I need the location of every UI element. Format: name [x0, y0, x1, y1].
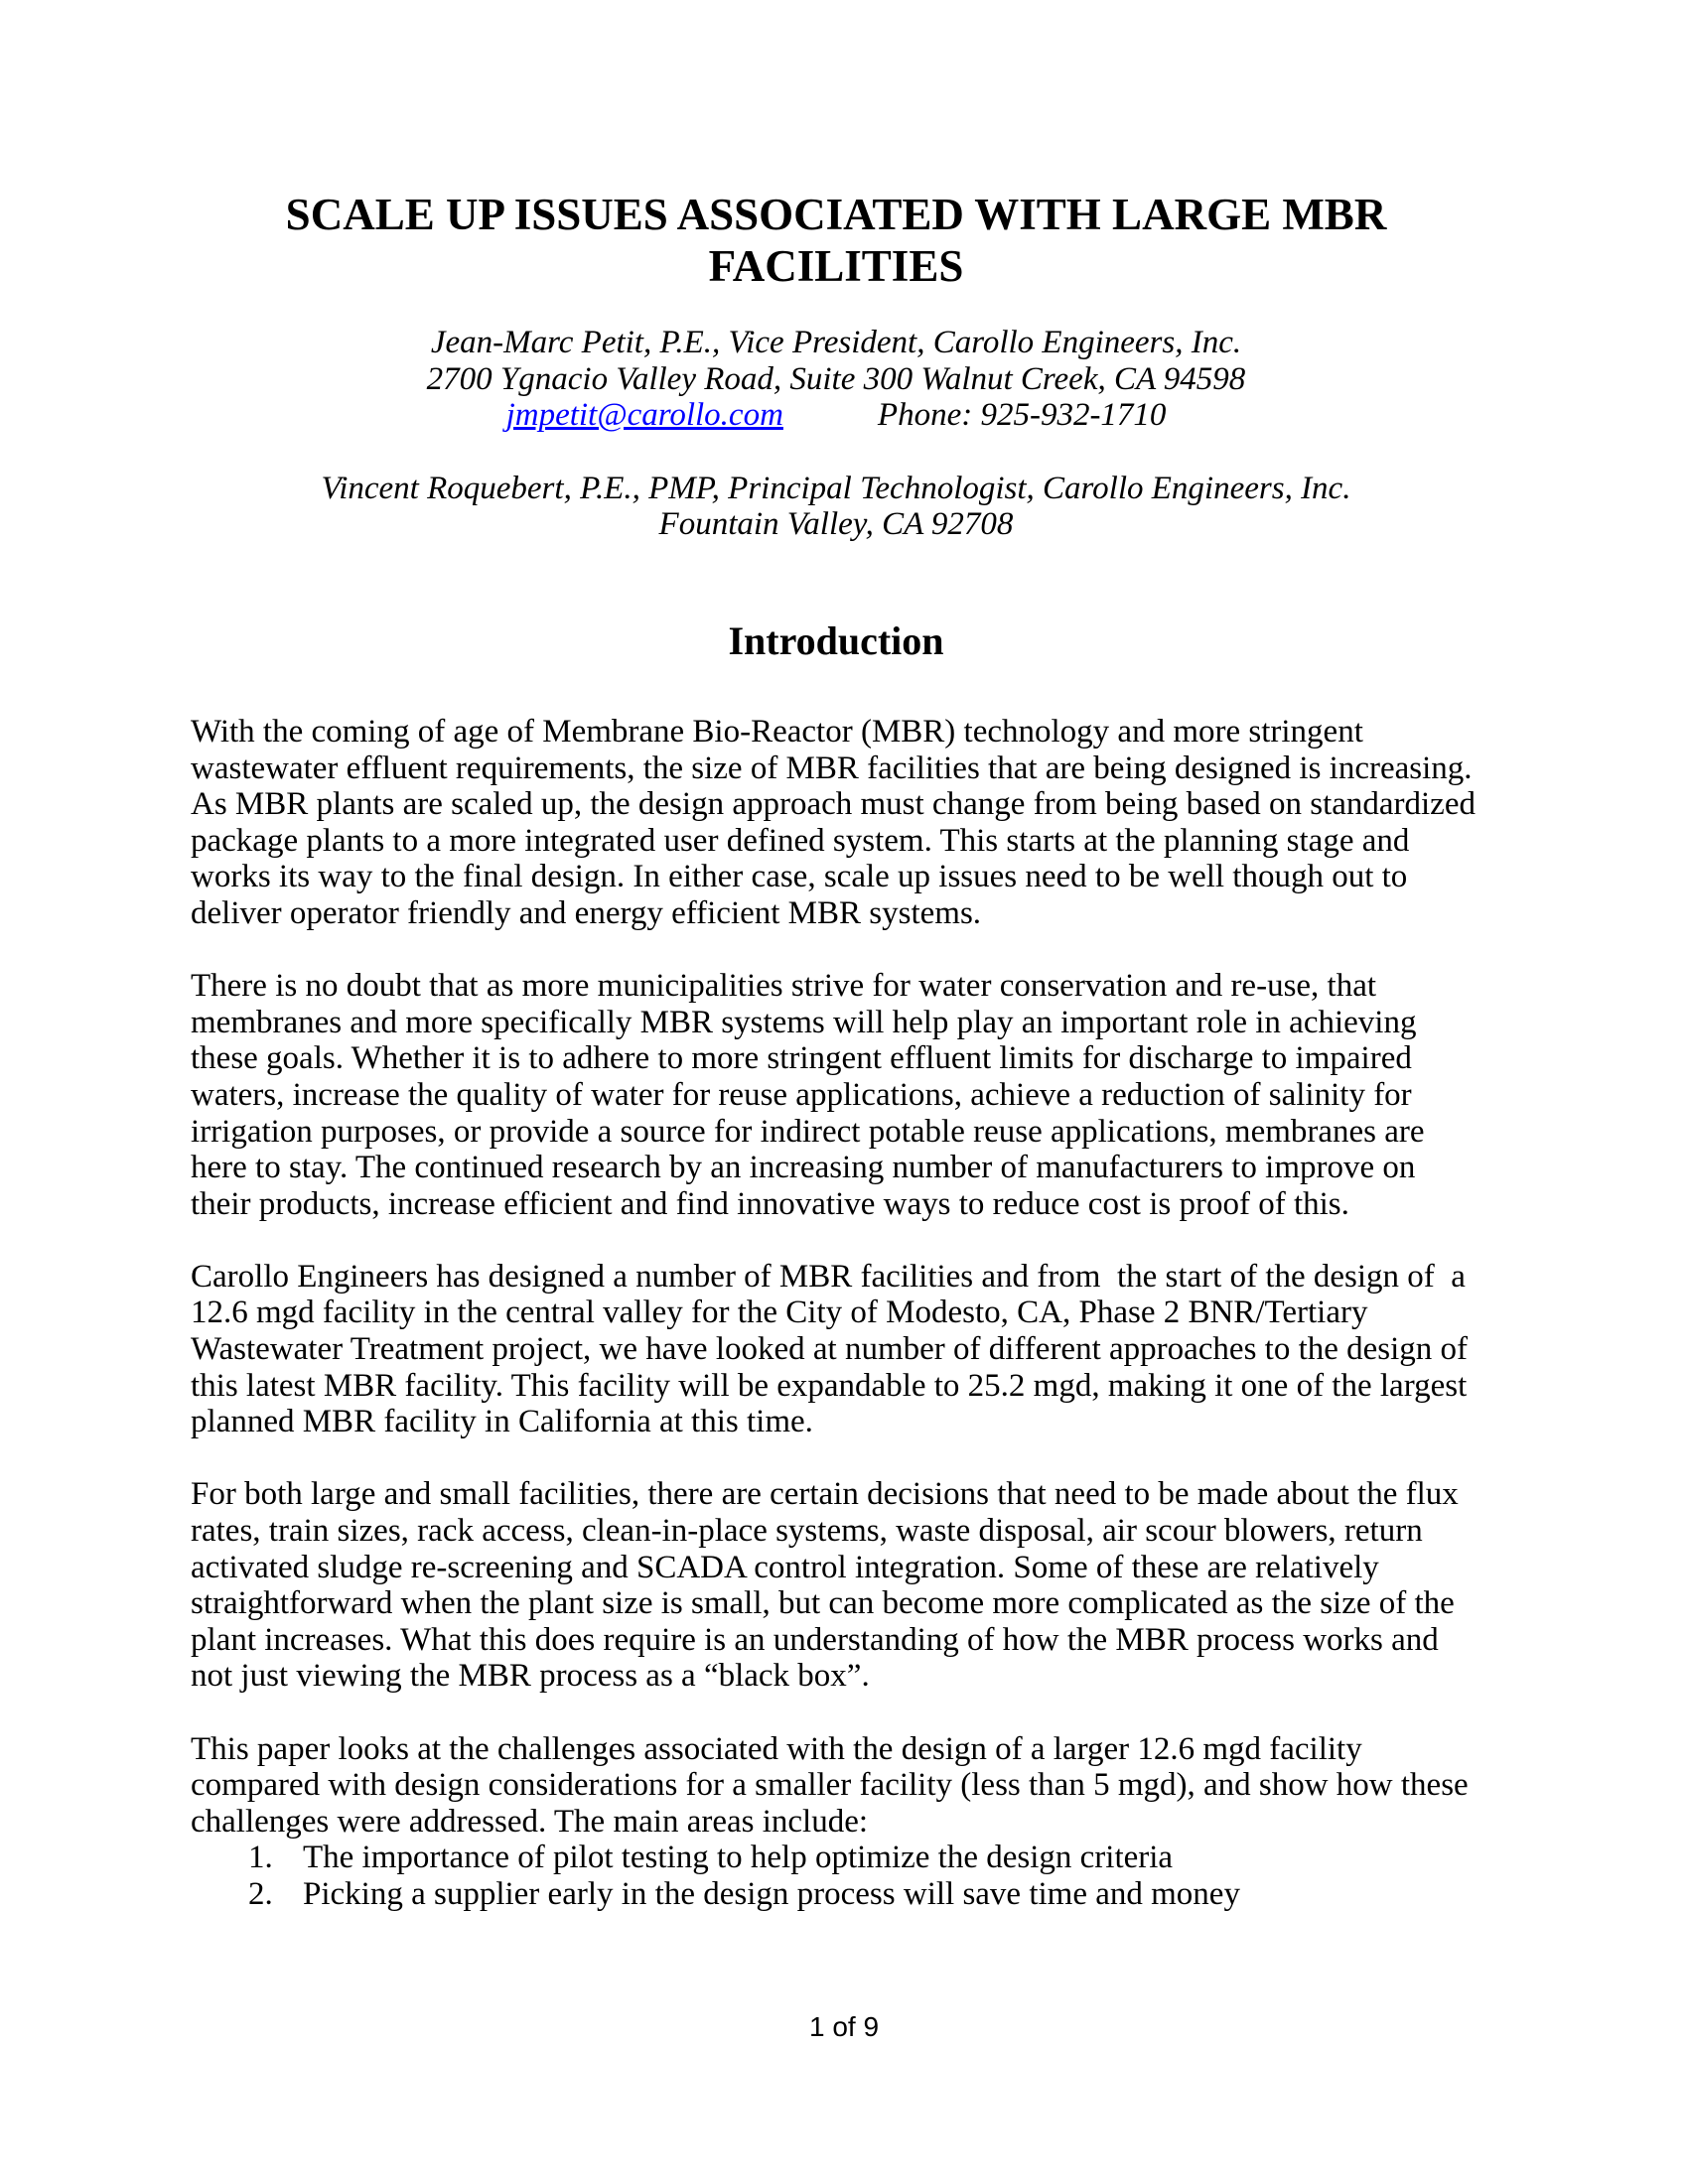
author-address-line: Fountain Valley, CA 92708 — [658, 506, 1014, 543]
author-address-line: 2700 Ygnacio Valley Road, Suite 300 Walnut Creek, CA 94598 — [426, 360, 1246, 397]
paragraph-4: For both large and small facilities, there are certain decisions that need to be made about the flux rates, train sizes, rack access, clean-in-place systems, waste disposal, air scour blowers, return activated sludge re-screening and SCADA control integration. Some of these are relatively straightforward when the plant size is small, but can become more complicated as the size of the plant increases. What this does require is an understanding of how the MBR process works and not just viewing the MBR process as a “black box”. — [191, 1476, 1468, 1695]
phone-text: Phone: 925-932-1710 — [877, 397, 1167, 434]
section-heading-introduction: Introduction — [728, 617, 944, 663]
author-contact-line — [191, 397, 1481, 434]
main-areas-list — [191, 1840, 1481, 1912]
paragraph-5: This paper looks at the challenges associated with the design of a larger 12.6 mgd facility compared with design considerations for a smaller facility (less than 5 mgd), and show how these challenges were addressed. The main areas include: — [191, 1730, 1477, 1840]
author-name-line: Vincent Roquebert, P.E., PMP, Principal Technologist, Carollo Engineers, Inc. — [321, 470, 1351, 506]
author-name-line: Jean-Marc Petit, P.E., Vice President, Carollo Engineers, Inc. — [430, 325, 1242, 360]
paragraph-3: Carollo Engineers has designed a number of MBR facilities and from the start of the design of a 12.6 mgd facility in the central valley for the City of Modesto, CA, Phase 2 BNR/Tertiary Wastewater Treatment project, we have looked at number of different approaches to the design of this latest MBR facility. This facility will be expandable to 25.2 mgd, making it one of the largest planned MBR facility in California at this time. — [191, 1258, 1477, 1440]
list-item — [191, 1840, 1481, 1876]
author-block-secondary — [191, 471, 1481, 543]
paragraph-2: There is no doubt that as more municipalities strive for water conservation and re-use, that membranes and more specifically MBR systems will help play an important role in achieving these goals. Whether it is to adhere to more stringent effluent limits for discharge to impaired waters, increase the quality of water for reuse applications, achieve a reduction of salinity for irrigation purposes, or provide a source for indirect potable reuse applications, membranes are here to stay. The continued research by an increasing number of manufacturers to improve on their products, increase efficient and find innovative ways to reduce cost is proof of this. — [191, 968, 1433, 1222]
list-item-text: The importance of pilot testing to help optimize the design criteria — [303, 1840, 1174, 1876]
email-link[interactable]: jmpetit@carollo.com — [505, 397, 783, 434]
list-item-number: 2. — [248, 1875, 273, 1912]
page-number: 1 of 9 — [808, 2011, 880, 2042]
list-item — [191, 1876, 1481, 1913]
list-item-number: 1. — [248, 1840, 273, 1876]
author-block-primary — [191, 325, 1481, 434]
paper-title: SCALE UP ISSUES ASSOCIATED WITH LARGE MBR FACILITIES — [285, 190, 1387, 291]
paragraph-1: With the coming of age of Membrane Bio-Reactor (MBR) technology and more stringent wastewater effluent requirements, the size of MBR facilities that are being designed is increasing. As MBR plants are scaled up, the design approach must change from being based on standardized package plants to a more integrated user defined system. This starts at the planning stage and works its way to the final design. In either case, scale up issues need to be well though out to deliver operator friendly and energy efficient MBR systems. — [191, 713, 1484, 931]
list-item-text: Picking a supplier early in the design process will save time and money — [303, 1875, 1240, 1912]
